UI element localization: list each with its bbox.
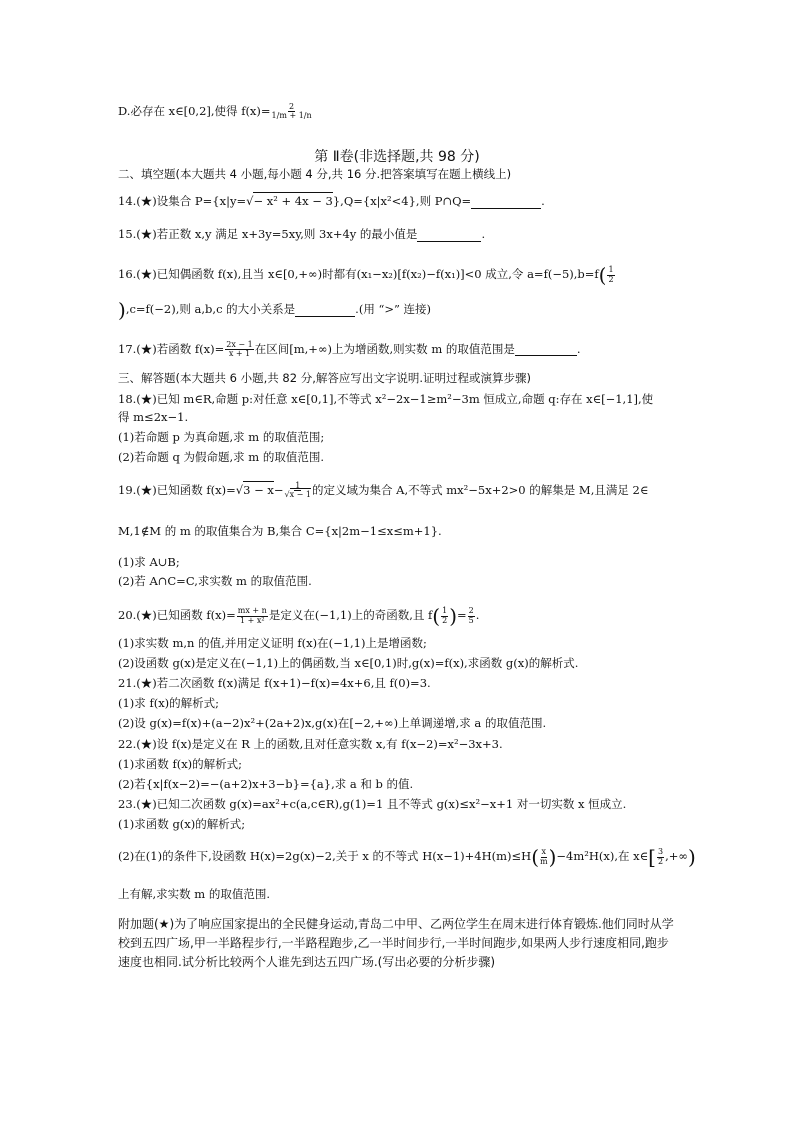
question-21-part2: (2)设 g(x)=f(x)+(a−2)x²+(2a+2)x,g(x)在[−2,+∞)上单调递增,求 a 的取值范围. bbox=[118, 716, 547, 730]
question-22-part2: (2)若{x|f(x−2)=−(a+2)x+3−b}={a},求 a 和 b 的值. bbox=[118, 777, 414, 791]
question-15: 15.(★)若正数 x,y 满足 x+3y=5xy,则 3x+4y 的最小值是 . bbox=[118, 227, 486, 241]
question-18-line2: 得 m≤2x−1. bbox=[118, 410, 189, 424]
answer-blank bbox=[515, 344, 577, 357]
question-17: 17.(★)若函数 f(x)= $\frac{2x - 1}{x + 1}$ 在区间[m,+∞)上为增函数,则实数 m 的取值范围是 . bbox=[118, 340, 581, 359]
sqrt-sign: √ bbox=[246, 194, 254, 208]
q16-fraction: $\frac{1}{2}$ bbox=[608, 265, 614, 284]
question-23-part2: (2)在(1)的条件下,设函数 H(x)=2g(x)−2,关于 x 的不等式 H(x−1)+4H(m)≤H( $\frac{x}{m}$ )−4m²H(x),在 x∈[ $\frac{3}{2}$ ,+∞) bbox=[118, 845, 696, 869]
question-23-line4: 上有解,求实数 m 的取值范围. bbox=[118, 887, 271, 901]
question-21-part1: (1)求 f(x)的解析式; bbox=[118, 696, 220, 710]
answer-blank bbox=[295, 304, 355, 317]
question-20-part1: (1)求实数 m,n 的值,并用定义证明 f(x)在(−1,1)上是增函数; bbox=[118, 636, 427, 650]
question-20-line1: 20.(★)已知函数 f(x)= $\frac{mx + n}{\text{1 + x²}}$ 是定义在(−1,1)上的奇函数,且 f( $\frac{1}{2}$ )= $\frac{2}{5}$ . bbox=[118, 604, 480, 628]
question-19-part1: (1)求 A∪B; bbox=[118, 555, 180, 569]
part-title: 第 Ⅱ卷(非选择题,共 98 分) bbox=[314, 149, 480, 165]
q19-fraction: $\frac{1}{√x - 1}$ bbox=[284, 481, 311, 500]
option-d bbox=[118, 103, 313, 121]
question-18-part2: (2)若命题 q 为假命题,求 m 的取值范围. bbox=[118, 450, 324, 464]
question-23-part1: (1)求函数 g(x)的解析式; bbox=[118, 817, 246, 831]
option-d-fraction: $\frac{2}{1/m + 1/n}$ bbox=[271, 102, 312, 121]
question-16-line2: ),c=f(−2),则 a,b,c 的大小关系是 .(用 “>” 连接) bbox=[118, 298, 432, 322]
option-d-text: D.必存在 x∈[0,2],使得 f(x)= bbox=[118, 103, 271, 118]
q20-fraction: $\frac{mx + n}{\text{1 + x²}}$ bbox=[237, 606, 267, 625]
answer-blank bbox=[471, 196, 541, 209]
q17-fraction: $\frac{2x - 1}{x + 1}$ bbox=[226, 340, 253, 359]
question-21-line1: 21.(★)若二次函数 f(x)满足 f(x+1)−f(x)=4x+6,且 f(0)=3. bbox=[118, 676, 431, 690]
question-19-line2: M,1∉M 的 m 的取值集合为 B,集合 C={x|2m−1≤x≤m+1}. bbox=[118, 524, 442, 538]
question-19-part2: (2)若 A∩C=C,求实数 m 的取值范围. bbox=[118, 574, 312, 588]
section2-header: 二、填空题(本大题共 4 小题,每小题 4 分,共 16 分.把答案填写在题上横线上) bbox=[118, 167, 512, 181]
question-23-line1: 23.(★)已知二次函数 g(x)=ax²+c(a,c∈R),g(1)=1 且不等式 g(x)≤x²−x+1 对一切实数 x 恒成立. bbox=[118, 797, 627, 811]
bonus-question: 附加题(★)为了响应国家提出的全民健身运动,青岛二中甲、乙两位学生在周末进行体育锻炼.他们同时从学校到五四广场,甲一半路程步行,一半路程跑步,乙一半时间步行,一半时间跑步,如果两人步行速度相同,跑步速度也相同.试分析比较两个人谁先到达五四广场.(写出必要的分析步骤) bbox=[118, 917, 674, 969]
radical-expression: − x² + 4x − 3 bbox=[253, 194, 333, 208]
answer-blank bbox=[417, 229, 481, 242]
question-22-part1: (1)求函数 f(x)的解析式; bbox=[118, 757, 243, 771]
section3-header: 三、解答题(本大题共 6 小题,共 82 分,解答应写出文字说明.证明过程或演算步骤) bbox=[118, 371, 532, 385]
question-19-line1: 19.(★)已知函数 f(x)=√3 − x− $\frac{1}{√x - 1}$ 的定义域为集合 A,不等式 mx²−5x+2>0 的解集是 M,且满足 2∈ bbox=[118, 481, 649, 500]
question-16-line1: 16.(★)已知偶函数 f(x),且当 x∈[0,+∞)时都有(x₁−x₂)[f(x₂)−f(x₁)]<0 成立,令 a=f(−5),b=f( $\frac{1}{2}$ bbox=[118, 263, 614, 287]
question-18-part1: (1)若命题 p 为真命题,求 m 的取值范围; bbox=[118, 430, 325, 444]
question-14: 14.(★)设集合 P={x|y=√− x² + 4x − 3},Q={x|x²<4},则 P∩Q= . bbox=[118, 194, 545, 208]
question-18-line1: 18.(★)已知 m∈R,命题 p:对任意 x∈[0,1],不等式 x²−2x−1≥m²−3m 恒成立,命题 q:存在 x∈[−1,1],使 bbox=[118, 392, 654, 406]
question-22-line1: 22.(★)设 f(x)是定义在 R 上的函数,且对任意实数 x,有 f(x−2)=x²−3x+3. bbox=[118, 737, 503, 751]
question-20-part2: (2)设函数 g(x)是定义在(−1,1)上的偶函数,当 x∈[0,1)时,g(x)=f(x),求函数 g(x)的解析式. bbox=[118, 656, 579, 670]
